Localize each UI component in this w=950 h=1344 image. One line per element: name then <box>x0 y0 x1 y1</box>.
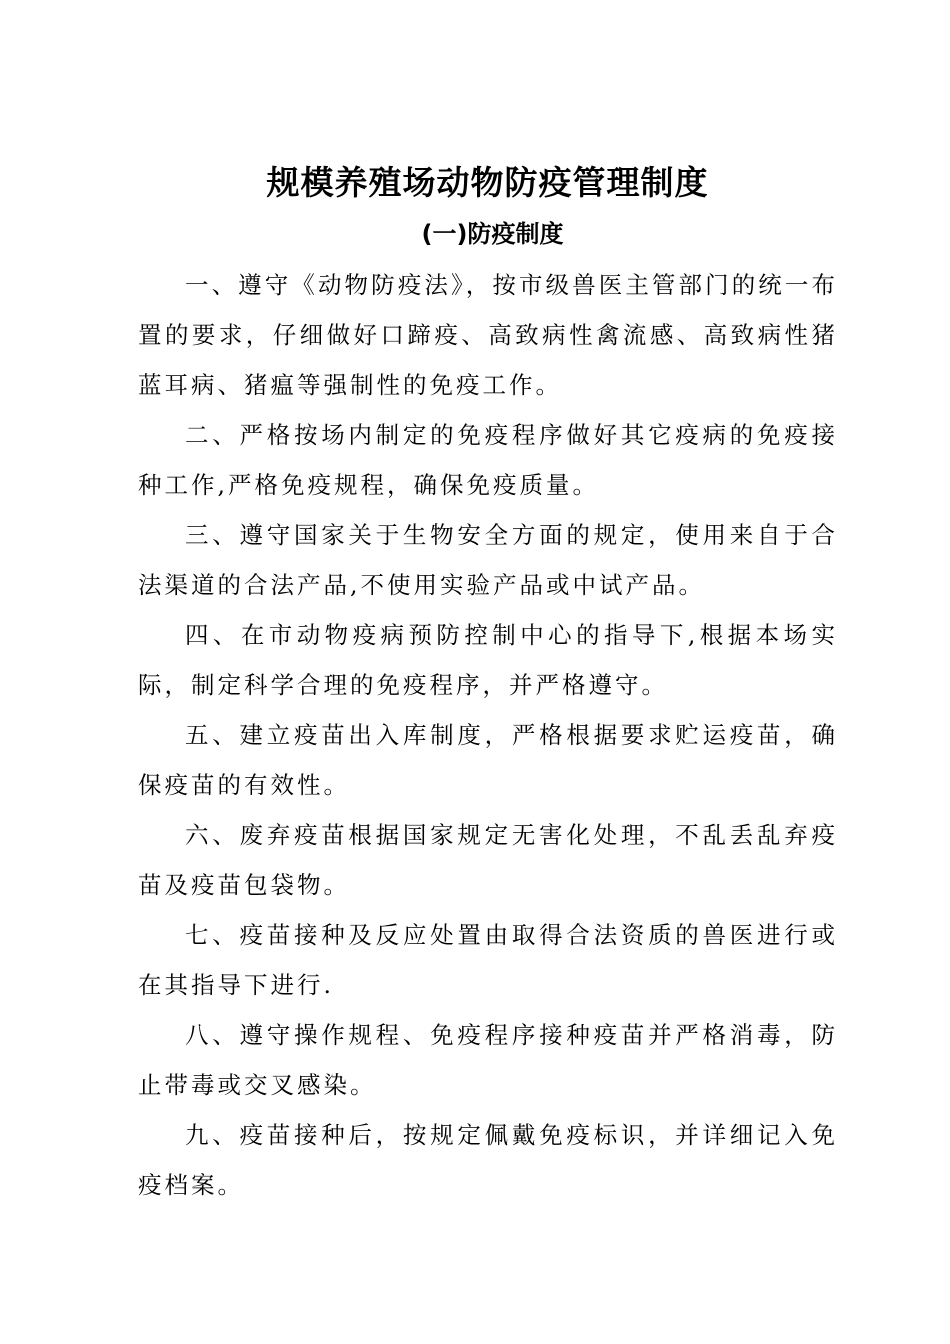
paragraph-9: 九、疫苗接种后，按规定佩戴免疫标识，并详细记入免疫档案。 <box>138 1121 838 1199</box>
paragraph-3: 三、遵守国家关于生物安全方面的规定，使用来自于合法渠道的合法产品,不使用实验产品或中试产品。 <box>138 521 838 599</box>
paragraph-2: 二、严格按场内制定的免疫程序做好其它疫病的免疫接种工作,严格免疫规程，确保免疫质量。 <box>138 421 838 499</box>
paragraph-7: 七、疫苗接种及反应处置由取得合法资质的兽医进行或在其指导下进行. <box>138 921 838 999</box>
document-title: 规模养殖场动物防疫管理制度 <box>266 163 709 202</box>
document-body <box>138 260 838 1210</box>
paragraph-4: 四、在市动物疫病预防控制中心的指导下,根据本场实际，制定科学合理的免疫程序，并严格遵守。 <box>138 621 838 699</box>
paragraph-6: 六、废弃疫苗根据国家规定无害化处理，不乱丢乱弃疫苗及疫苗包袋物。 <box>138 821 838 899</box>
paragraph-1: 一、遵守《动物防疫法》，按市级兽医主管部门的统一布置的要求，仔细做好口蹄疫、高致病性禽流感、高致病性猪蓝耳病、猪瘟等强制性的免疫工作。 <box>138 271 838 399</box>
paragraph-5: 五、建立疫苗出入库制度，严格根据要求贮运疫苗，确保疫苗的有效性。 <box>138 721 838 799</box>
paragraph-8: 八、遵守操作规程、免疫程序接种疫苗并严格消毒，防止带毒或交叉感染。 <box>138 1021 838 1099</box>
section-heading: (一)防疫制度 <box>421 220 564 248</box>
